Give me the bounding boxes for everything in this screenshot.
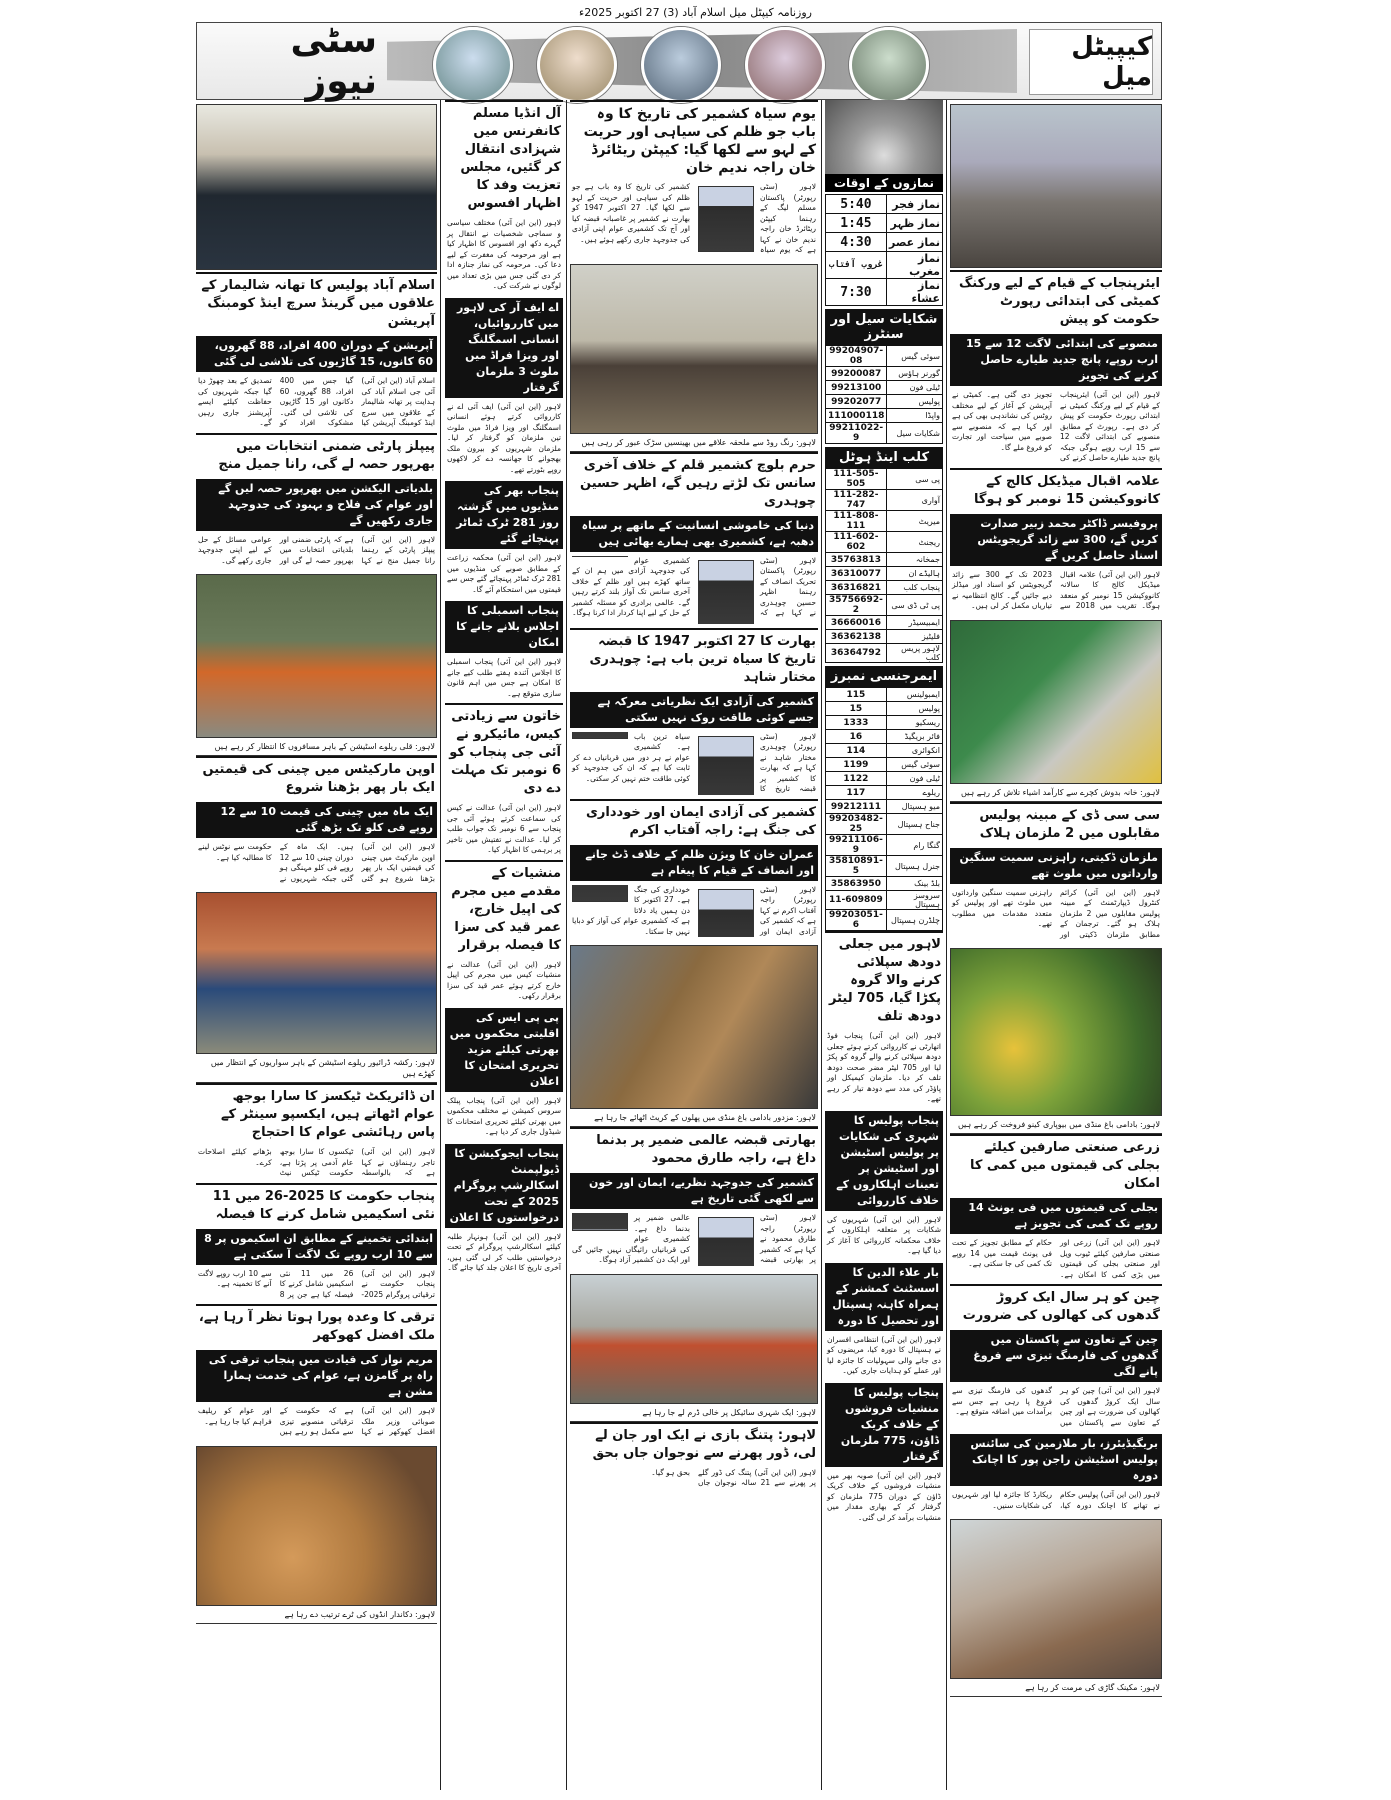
article-body: لاہور (این این آئی) ایف آئی اے نے کارروائی کرتے ہوئے انسانی اسمگلنگ اور ویزا فراڈ میں ملوث تین ملزمان کو گرفتار کر لیا۔ ملزمان شہریوں کو بیرون ملک بھجوانے کا جھانسہ دے کر لاکھوں روپے بٹورتے تھے۔ [447, 401, 561, 474]
directory-row [826, 835, 943, 856]
directory-row [826, 409, 943, 423]
article-body: لاہور (این این آئی) زرعی اور صنعتی صارفین کیلئے ٹیوب ویل اور صنعتی بجلی کی قیمتوں میں بڑی کمی کا امکان ہے۔ حکام کے مطابق تجویز کے تحت فی یونٹ قیمت میں 14 روپے تک کمی کی جا سکتی ہے۔ [952, 1238, 1160, 1279]
headline: پنجاب حکومت کا 2025-26 میں 11 نئی اسکیمیں شامل کرنے کا فیصلہ [196, 1183, 437, 1227]
photo-caption: لاہور: ایک شہری سائیکل پر خالی ڈرم لے جا رہا ہے [570, 1406, 818, 1422]
subheadline: پنجاب اسمبلی کا اجلاس بلانے جانے کا امکان [445, 601, 563, 653]
directory-number: 1122 [826, 772, 887, 786]
directory-row [826, 469, 943, 490]
prayer-time: 5:40 [826, 195, 887, 214]
directory-row [826, 423, 943, 444]
article-body: لاہور (این این آئی) پنجاب فوڈ اتھارٹی نے کارروائی کرتے ہوئے جعلی دودھ سپلائی کرنے والے گروہ کو پکڑ لیا اور 705 لیٹر مضر صحت دودھ تلف کر دیا۔ ملزمان کیمیکل اور پاؤڈر کی مدد سے دودھ تیار کر رہے تھے۔ [827, 1031, 941, 1103]
article-body: لاہور (این این آئی) چین کو ہر سال ایک کروڑ گدھوں کی کھالوں کی ضرورت ہے اور چین کے تعاون سے پاکستان میں گدھوں کی فارمنگ تیزی سے فروغ پا رہی ہے جس سے برآمدات میں اضافہ متوقع ہے۔ [952, 1386, 1160, 1427]
prayer-row [826, 252, 943, 279]
directory-row [826, 758, 943, 772]
article-body [570, 1211, 818, 1270]
subheadline: ابتدائی تخمینے کے مطابق ان اسکیموں پر 8 سے 10 ارب روپے تک لاگت آ سکتی ہے [196, 1229, 437, 1265]
masthead-photo [745, 27, 825, 103]
article-body: لاہور (این این آئی) پتنگ کی ڈور گلے پر پھرنے سے 21 سالہ نوجوان جاں بحق ہو گیا۔ [651, 1467, 816, 1488]
article-body: لاہور (این این آئی) اوپن مارکیٹ میں چینی کی قیمتیں ایک بار پھر بڑھنا شروع ہو گئی ہیں۔ ایک ماہ کے دوران چینی 10 سے 12 روپے فی کلو مہنگی ہو گئی جبکہ شہریوں نے حکومت سے نوٹس لینے کا مطالبہ کیا ہے۔ [198, 842, 435, 883]
directory-name: ریجنٹ [886, 532, 942, 553]
directory-name: چلڈرن ہسپتال [886, 910, 942, 931]
directory-row [826, 553, 943, 567]
directory-row [826, 532, 943, 553]
directory-name: جنرل ہسپتال [886, 856, 942, 877]
photo-waste-bins [950, 620, 1162, 784]
directory-number: 1333 [826, 716, 887, 730]
prayer-name: نماز فجر [886, 195, 942, 214]
directory-name: گنگا رام [886, 835, 942, 856]
article-body: لاہور (این این آئی) عدالت نے کیس کی سماعت کرتے ہوئے آئی جی پنجاب سے 6 نومبر تک جواب طلب کر لیا۔ عدالت نے تفتیش میں تاخیر پر برہمی کا اظہار کیا۔ [447, 803, 561, 854]
prayer-row [826, 195, 943, 214]
headline: ترقی کا وعدہ پورا ہوتا نظر آ رہا ہے، ملک افضل کھوکھر [196, 1304, 437, 1348]
photo-eggs [196, 1446, 437, 1606]
directory-number: 99200087 [826, 367, 887, 381]
prayer-row [826, 233, 943, 252]
prayer-title: نمازوں کے اوقات [825, 174, 943, 192]
clubs-title: کلب اینڈ ہوٹل [825, 447, 943, 468]
clubs-table [825, 468, 943, 663]
photo-labourer [570, 945, 818, 1109]
portrait-photo [698, 186, 754, 252]
headline: کشمیر کی آزادی ایمان اور خودداری کی جنگ ہے: راجہ آفتاب اکرم [570, 799, 818, 843]
directory-number: 35810891-5 [826, 856, 887, 877]
directory-row [826, 616, 943, 630]
photo-caption: لاہور: مکینک گاڑی کی مرمت کر رہا ہے [950, 1681, 1162, 1697]
photo-caption: لاہور: خانہ بدوش کچرے سے کارآمد اشیاء تلاش کر رہے ہیں [950, 786, 1162, 802]
article-body: لاہور (این این آئی) مختلف سیاسی و سماجی شخصیات نے انتقال پر گہرے دکھ اور افسوس کا اظہار کیا ہے اور مرحومہ کی مغفرت کے لیے دعا کی۔ مرحومہ کی نماز جنازہ ادا کر دی گئی جس میں بڑی تعداد میں لوگوں نے شرکت کی۔ [447, 218, 561, 290]
directory-name: ٹیلی فون [886, 772, 942, 786]
directory-name: پنجاب کلب [886, 581, 942, 595]
directory-number: 15 [826, 702, 887, 716]
emergency-title: ایمرجنسی نمبرز [825, 666, 943, 687]
prayer-row [826, 279, 943, 306]
directory-name: میریٹ [886, 511, 942, 532]
directory-number: 35756692-2 [826, 595, 887, 616]
directory-name: ہالیڈے ان [886, 567, 942, 581]
directory-name: سروسز ہسپتال [886, 891, 942, 910]
prayer-time: غروب آفتاب [826, 252, 887, 279]
directory-name: انکوائری [886, 744, 942, 758]
directory-name: واپڈا [887, 409, 943, 423]
subheadline: بلدیاتی الیکشن میں بھرپور حصہ لیں گے اور عوام کی فلاح و بہبود کی جدوجہد جاری رکھیں گے [196, 479, 437, 531]
subheadline: منصوبے کی ابتدائی لاگت 12 سے 15 ارب روپے، پانچ جدید طیارے حاصل کرنے کی تجویز [950, 334, 1162, 386]
subheadline: مریم نواز کی قیادت میں پنجاب ترقی کی راہ پر گامزن ہے، عوام کی خدمت ہمارا مشن ہے [196, 1350, 437, 1402]
masthead-photo [641, 27, 721, 103]
directory-row [826, 490, 943, 511]
directory-row [826, 730, 943, 744]
headline: حرم بلوچ کشمیر قلم کے خلاف آخری سانس تک لڑتے رہیں گے، اظہر حسین چوہدری [570, 452, 818, 514]
directory-name: پولیس [886, 702, 942, 716]
directory-row [826, 630, 943, 644]
headline: بھارتی قبضہ عالمی ضمیر پر بدنما داغ ہے، راجہ طارق محمود [570, 1127, 818, 1171]
headline: لاہور: پتنگ بازی نے ایک اور جان لے لی، ڈور پھرنے سے نوجوان جاں بحق [570, 1422, 818, 1466]
directory-name: سوئی گیس [887, 346, 943, 367]
directory-row [826, 744, 943, 758]
headline: زرعی صنعتی صارفین کیلئے بجلی کی قیمتوں میں کمی کا امکان [950, 1134, 1162, 1196]
article-body: لاہور (این این آئی) عدالت نے منشیات کیس میں مجرم کی اپیل خارج کرتے ہوئے عمر قید کی سزا برقرار رکھی۔ [447, 959, 561, 1000]
masthead-photo [537, 27, 617, 103]
directory-name: لاہور پریس کلب [886, 644, 942, 663]
directory-number: 111-602-602 [826, 532, 887, 553]
article-body [570, 180, 818, 260]
directory-name: پی ٹی ڈی سی [886, 595, 942, 616]
headline: خاتون سے زیادتی کیس، مائیکرو نے آئی جی پنجاب کو 6 نومبر تک مہلت دے دی [445, 703, 563, 801]
column-rule [821, 100, 822, 1790]
directory-row [826, 786, 943, 800]
subheadline: پنجاب ایجوکیشن کا ڈیولپمنٹ اسکالرشپ پروگرام 2025 کے تحت درخواستوں کا اعلان [445, 1144, 563, 1228]
photo-caption: لاہور: مزدور بادامی باغ منڈی میں پھلوں کے کریٹ اٹھائے جا رہا ہے [570, 1111, 818, 1127]
directory-row [826, 800, 943, 814]
article-body [570, 883, 818, 942]
directory-number: 16 [826, 730, 887, 744]
subheadline: اے ایف آر کی لاہور میں کارروائیاں، انسانی اسمگلنگ اور ویزا فراڈ میں ملوث 3 ملزمان گرفتار [445, 298, 563, 398]
prayer-time: 1:45 [826, 214, 887, 233]
directory-number: 99204907-08 [826, 346, 887, 367]
prayer-times-table [825, 194, 943, 306]
directory-number: 99211022-9 [826, 423, 887, 444]
subheadline: ایک ماہ میں چینی کی قیمت 10 سے 12 روپے فی کلو تک بڑھ گئی [196, 802, 437, 838]
column-rule [946, 100, 947, 1790]
photo-caption: لاہور: رنگ روڈ سے ملحقہ علاقے میں بھینسیں سڑک عبور کر رہی ہیں [570, 436, 818, 452]
article-text: لاہور (سٹی رپورٹر) پاکستان مسلم لیگ کے رہنما کیپٹن ریٹائرڈ خان راجہ ندیم خان نے کہا ہے کہ یوم سیاہ کشمیر کی تاریخ کا وہ باب ہے جو ظلم کی سیاہی اور حریت کے لہو سے لکھا گیا۔ 27 اکتوبر 1947 کو بھارت نے کشمیر پر غاصبانہ قبضہ کیا اور آج تک کشمیری عوام اپنی آزادی کی جدوجہد جاری رکھے ہوئے ہیں۔ [572, 182, 816, 254]
article-body [570, 554, 818, 628]
prayer-name: نماز عصر [886, 233, 942, 252]
directory-name: ایمبولینس [886, 688, 942, 702]
photo-caption: لاہور: بادامی باغ منڈی میں بیوپاری کینو فروخت کر رہے ہیں [950, 1118, 1162, 1134]
article-body: لاہور (این این آئی) پنجاب اسمبلی کا اجلاس آئندہ ہفتے طلب کیے جانے کا امکان ہے جس میں اہم قانون سازی متوقع ہے۔ [447, 657, 561, 698]
headline: لاہور میں جعلی دودھ سپلائی کرنے والا گروہ پکڑا گیا، 705 لیٹر دودھ تلف [825, 931, 943, 1029]
directory-name: آواری [886, 490, 942, 511]
headline: اسلام آباد پولیس کا تھانہ شالیمار کے علاقوں میں گرینڈ سرچ اینڈ کومبنگ آپریشن [196, 272, 437, 334]
directory-row [826, 567, 943, 581]
article-body: لاہور (این این آئی) انتظامی افسران نے ہسپتال کا دورہ کیا، مریضوں کو دی جانے والی سہولیات کا جائزہ لیا اور عملے کو ہدایات جاری کیں۔ [827, 1334, 941, 1375]
article-body: لاہور (این این آئی) کرائم کنٹرول ڈیپارٹمنٹ کے مبینہ پولیس مقابلوں میں 2 ملزمان ہلاک ہو گئے۔ ترجمان کے مطابق ملزمان ڈکیتی اور راہزنی سمیت سنگین وارداتوں میں ملوث تھے اور پولیس کو متعدد مقدمات میں مطلوب تھے۔ [952, 887, 1161, 939]
directory-row [826, 716, 943, 730]
column-rule [440, 100, 441, 1790]
photo-police [196, 104, 437, 270]
directory-name: جمخانہ [886, 553, 942, 567]
directory-row [826, 395, 943, 409]
directory-name: ٹیلی فون [887, 381, 943, 395]
directory-name: پی سی [886, 469, 942, 490]
directory-number: 36310077 [826, 567, 887, 581]
headline: منشیات کے مقدمے میں مجرم کی اپیل خارج، عمر قید کی سزا کا فیصلہ برقرار [445, 860, 563, 958]
subheadline: ملزمان ڈکیتی، راہزنی سمیت سنگین وارداتوں میں ملوث تھے [950, 848, 1162, 884]
article-body: اسلام آباد (این این آئی) آئی جی اسلام آباد کی ہدایت پر تھانہ شالیمار کے علاقوں میں سرچ اینڈ کومبنگ آپریشن کیا گیا جس میں 400 افراد، 88 گھروں، 60 دکانوں اور 15 گاڑیوں کی تلاشی لی گئی۔ مشکوک افراد کو تصدیق کے بعد چھوڑ دیا گیا جبکہ شہریوں کی حفاظت کیلئے ایسے آپریشنز جاری رہیں گے۔ [198, 376, 435, 427]
subheadline: دنیا کی خاموشی انسانیت کے ماتھے پر سیاہ دھبہ ہے، کشمیری بھی ہمارے بھائی ہیں [570, 516, 818, 552]
directory-name: فلیٹیز [886, 630, 942, 644]
subheadline: کشمیر کی جدوجہد نظریے، ایمان اور خون سے لکھی گئی تاریخ ہے [570, 1173, 818, 1209]
directory-number: 35763813 [826, 553, 887, 567]
subheadline: چین کے تعاون سے پاکستان میں گدھوں کی فارمنگ تیزی سے فروغ پانے لگی [950, 1330, 1162, 1382]
directory-row [826, 511, 943, 532]
prayer-name: نماز عشاء [886, 279, 942, 306]
photo-caption: لاہور: دکاندار انڈوں کی ٹرے ترتیب دے رہا ہے [196, 1608, 437, 1624]
directory-row [826, 910, 943, 931]
masthead-logo: کیپیٹل میل [1029, 29, 1153, 95]
column-right [950, 100, 1162, 1790]
directory-number: 111-808-111 [826, 511, 887, 532]
headline: ایئرپنجاب کے قیام کے لیے ورکنگ کمیٹی کی ابتدائی رپورٹ حکومت کو پیش [950, 270, 1162, 332]
subheadline: پروفیسر ڈاکٹر محمد زبیر صدارت کریں گے، 300 سے زائد گریجویٹس اسناد حاصل کریں گے [950, 514, 1162, 566]
photo-porters [196, 574, 437, 738]
photo-street [950, 104, 1162, 268]
column-rule [566, 100, 567, 1790]
article-body: لاہور (این این آئی) محکمہ زراعت کے مطابق صوبے کی منڈیوں میں 281 ٹرک ٹماٹر پہنچائے گئے جس سے قیمتوں میں استحکام آئے گا۔ [447, 553, 561, 594]
directory-row [826, 581, 943, 595]
subheadline: پنجاب پولیس کا منشیات فروشوں کے خلاف کریک ڈاؤن، 775 ملزمان گرفتار [825, 1383, 943, 1467]
column-directory [825, 100, 943, 1790]
article-body: لاہور (این این آئی) پولیس حکام نے تھانے کا اچانک دورہ کیا، ریکارڈ کا جائزہ لیا اور شہریوں کی شکایات سنیں۔ [952, 1490, 1160, 1510]
article-body [570, 730, 818, 799]
directory-name: ریلوے [886, 786, 942, 800]
directory-row [826, 772, 943, 786]
prayer-row [826, 214, 943, 233]
photo-caption: لاہور: رکشہ ڈرائیور ریلوے اسٹیشن کے باہر سواریوں کے انتظار میں کھڑے ہیں [196, 1056, 437, 1083]
directory-number: 115 [826, 688, 887, 702]
directory-name: جناح ہسپتال [886, 814, 942, 835]
article-text: لاہور (سٹی رپورٹر) راجہ طارق محمود نے کہا ہے کہ کشمیر پر بھارتی قبضہ عالمی ضمیر پر بدنما داغ ہے۔ کشمیری عوام کی قربانیاں رائیگاں نہیں جائیں گی اور ایک دن کشمیر آزاد ہوگا۔ [572, 1213, 816, 1265]
article-body: لاہور (این این آئی) پیپلز پارٹی کے رہنما رانا جمیل منج نے کہا ہے کہ پارٹی ضمنی اور بلدیاتی انتخابات میں بھرپور حصہ لے گی اور عوامی مسائل کے حل کے لیے اپنی جدوجہد جاری رکھے گی۔ [198, 534, 435, 565]
directory-number: 111-505-505 [826, 469, 887, 490]
directory-number: 99213100 [826, 381, 887, 395]
subheadline: بریگیڈیئرز، بار ملازمین کی سائنس پولیس اسٹیشن راجن پور کا اچانک دورہ [950, 1434, 1162, 1486]
directory-number: 99203051-6 [826, 910, 887, 931]
directory-name: بلڈ بینک [886, 877, 942, 891]
directory-number: 99203482-25 [826, 814, 887, 835]
directory-number: 11-609809 [826, 891, 887, 910]
article-body: لاہور (این این آئی) تاجر رہنماؤں نے کہا ہے کہ بالواسطہ ٹیکسوں کا سارا بوجھ عام آدمی پر پڑتا ہے، حکومت ٹیکس نیٹ بڑھانے کیلئے اصلاحات کرے۔ [198, 1147, 435, 1177]
masthead-photo [433, 27, 513, 103]
headline: اوپن مارکیٹس میں چینی کی قیمتیں ایک بار پھر بڑھنا شروع [196, 756, 437, 800]
article-text: لاہور (سٹی رپورٹر) پاکستان تحریک انصاف کے رہنما اظہر حسین چوہدری نے کہا ہے کہ کشمیری عوام کی جدوجہد آزادی میں ہم ان کے ساتھ کھڑے ہیں اور ظلم کے خلاف آخری سانس تک آواز بلند کرتے رہیں گے۔ عالمی برادری کو مسئلہ کشمیر کے حل کے لیے اپنا کردار ادا کرنا ہوگا۔ [572, 555, 816, 617]
directory-name: شکایات سیل [887, 423, 943, 444]
directory-number: 36362138 [826, 630, 887, 644]
article-body: لاہور (این این آئی) شہریوں کی شکایات پر متعلقہ اہلکاروں کے خلاف محکمانہ کارروائی کا آغاز کر دیا گیا ہے۔ [827, 1214, 941, 1255]
masthead-photo [849, 27, 929, 103]
headline: سی سی ڈی کے مبینہ پولیس مقابلوں میں 2 ملزمان ہلاک [950, 802, 1162, 846]
section-title: سٹی نیوز [290, 20, 377, 102]
directory-number: 1199 [826, 758, 887, 772]
subheadline: پی پی ایس کی اقلیتی محکموں میں بھرتی کیلئے مزید تحریری امتحان کا اعلان [445, 1008, 563, 1092]
headline: یوم سیاہ کشمیر کی تاریخ کا وہ باب جو ظلم کی سیاہی اور حریت کے لہو سے لکھا گیا: کیپٹن ریٹائرڈ خان راجہ ندیم خان [570, 100, 818, 180]
directory-number: 35863950 [826, 877, 887, 891]
directory-name: گورنر ہاؤس [887, 367, 943, 381]
directory-row [826, 595, 943, 616]
headline: بھارت کا 27 اکتوبر 1947 کا قبضہ تاریخ کا سیاہ ترین باب ہے: چوہدری مختار شاہد [570, 628, 818, 690]
directory-row [826, 891, 943, 910]
directory-row [826, 688, 943, 702]
masthead [196, 22, 1162, 100]
photo-fruit-market [950, 948, 1162, 1116]
directory-row [826, 367, 943, 381]
photo-mechanic [950, 1519, 1162, 1679]
subheadline: عمران خان کا ویژن ظلم کے خلاف ڈٹ جانے اور انصاف کے قیام کا پیغام ہے [570, 845, 818, 881]
article-body: لاہور (این این آئی) ایئرپنجاب کے قیام کے لیے ورکنگ کمیٹی نے ابتدائی رپورٹ حکومت کو پیش کر دی ہے۔ رپورٹ کے مطابق منصوبے کی ابتدائی لاگت 12 سے 15 ارب روپے ہوگی جبکہ پانچ جدید طیارے حاصل کرنے کی تجویز دی گئی ہے۔ کمیٹی نے آپریشن کے آغاز کے لیے مختلف روٹس کی نشاندہی بھی کی ہے اور کہا ہے کہ منصوبے سے صوبے میں سیاحت اور تجارت کو فروغ ملے گا۔ [952, 390, 1160, 462]
headline: آل انڈیا مسلم کانفرنس میں شہزادی انتقال کر گئیں، مجلس تعزیت وفد کا اظہار افسوس [445, 100, 563, 216]
directory-number: 117 [826, 786, 887, 800]
complaints-title: شکایات سیل اور سنٹرز [825, 309, 943, 345]
directory-number: 36660016 [826, 616, 887, 630]
directory-row [826, 644, 943, 663]
article-body: لاہور (این این آئی) علامہ اقبال میڈیکل کالج کا سالانہ کانووکیشن 15 نومبر کو منعقد ہوگا۔ تقریب میں 2018 سے 2023 تک کے 300 سے زائد گریجویٹس کو اسناد اور میڈلز دیے جائیں گے۔ کالج انتظامیہ نے تیاریاں مکمل کر لی ہیں۔ [952, 569, 1161, 610]
directory-number: 99211106-9 [826, 835, 887, 856]
subheadline: بجلی کی قیمتوں میں فی یونٹ 14 روپے تک کمی کی تجویز ہے [950, 1198, 1162, 1234]
article-text: لاہور (سٹی رپورٹر) راجہ آفتاب اکرم نے کہا ہے کہ کشمیر کی آزادی ایمان اور خودداری کی جنگ ہے۔ 27 اکتوبر کا دن ہمیں یاد دلاتا ہے کہ کشمیری عوام کی آواز کو دبایا نہیں جا سکتا۔ [572, 884, 816, 936]
headline: ان ڈائریکٹ ٹیکسز کا سارا بوجھ عوام اٹھاتے ہیں، ایکسپو سینٹر کے پاس رہائشی عوام کا احتجاج [196, 1083, 437, 1145]
directory-number: 114 [826, 744, 887, 758]
directory-row [826, 381, 943, 395]
column-narrow [445, 100, 563, 1790]
photo-buffaloes [570, 264, 818, 434]
photo-caption: لاہور: قلی ریلوے اسٹیشن کے باہر مسافروں کا انتظار کر رہے ہیں [196, 740, 437, 756]
directory-name: سوئی گیس [886, 758, 942, 772]
prayer-name: نماز مغرب [886, 252, 942, 279]
directory-name: فائر بریگیڈ [886, 730, 942, 744]
directory-number: 36316821 [826, 581, 887, 595]
article-body: لاہور (این این آئی) صوبہ بھر میں منشیات فروشوں کے خلاف کریک ڈاؤن کے دوران 775 ملزمان کو گرفتار کر کے بھاری مقدار میں منشیات برآمد کر لی گئی۔ [827, 1470, 941, 1522]
complaints-table [825, 345, 943, 444]
column-left [196, 100, 437, 1790]
directory-row [826, 856, 943, 877]
mosque-image [825, 100, 943, 192]
article-text: لاہور (سٹی رپورٹر) چوہدری مختار شاہد نے کہا ہے کہ بھارت کا کشمیر پر قبضہ تاریخ کا سیاہ ترین باب ہے۔ کشمیری عوام نے ہر دور میں قربانیاں دے کر ثابت کیا ہے کہ ان کی جدوجہد کو کوئی طاقت ختم نہیں کر سکتی۔ [572, 731, 816, 794]
directory-number: 36364792 [826, 644, 887, 663]
directory-row [826, 814, 943, 835]
photo-rickshaws [196, 892, 437, 1054]
article-body: لاہور (این این آئی) پنجاب حکومت نے ترقیاتی پروگرام 2025-26 میں 11 نئی اسکیمیں شامل کرنے کا فیصلہ کیا ہے جن پر 8 سے 10 ارب روپے لاگت آنے کا تخمینہ ہے۔ [198, 1268, 435, 1299]
directory-row [826, 702, 943, 716]
headline: علامہ اقبال میڈیکل کالج کے کانووکیشن 15 نومبر کو ہوگا [950, 468, 1162, 512]
directory-name: پولیس [887, 395, 943, 409]
headline: چین کو ہر سال ایک کروڑ گدھوں کی کھالوں کی ضرورت [950, 1284, 1162, 1328]
directory-number: 111000118 [826, 409, 887, 423]
directory-name: ایمبیسیڈر [886, 616, 942, 630]
directory-row [826, 877, 943, 891]
emergency-table [825, 687, 943, 931]
directory-number: 111-282-747 [826, 490, 887, 511]
subheadline: بار علاء الدین کا اسسٹنٹ کمشنر کے ہمراہ کاہنہ ہسپتال اور تحصیل کا دورہ [825, 1263, 943, 1331]
article-body: لاہور (این این آئی) ہونہار طلبہ کیلئے اسکالرشپ پروگرام کے تحت درخواستیں طلب کر لی گئی ہیں، آخری تاریخ کا اعلان جلد کیا جائے گا۔ [447, 1231, 561, 1272]
subheadline: آپریشن کے دوران 400 افراد، 88 گھروں، 60 کانوں، 15 گاڑیوں کی تلاشی لی گئی [196, 336, 437, 372]
article-body: لاہور (این این آئی) پنجاب پبلک سروس کمیشن نے مختلف محکموں میں بھرتی کیلئے تحریری امتحانات کا شیڈول جاری کر دیا ہے۔ [447, 1095, 561, 1136]
directory-number: 99202077 [826, 395, 887, 409]
column-center [570, 100, 818, 1790]
prayer-time: 4:30 [826, 233, 887, 252]
article-body: لاہور (این این آئی) صوبائی وزیر ملک افضل کھوکھر نے کہا ہے کہ حکومت کے ترقیاتی منصوبے تیزی سے مکمل ہو رہے ہیں اور عوام کو ریلیف فراہم کیا جا رہا ہے۔ [198, 1406, 435, 1436]
directory-name: ریسکیو [886, 716, 942, 730]
directory-number: 99212111 [826, 800, 887, 814]
subheadline: کشمیر کی آزادی ایک نظریاتی معرکہ ہے جسے کوئی طاقت روک نہیں سکتی [570, 692, 818, 728]
photo-cyclist [570, 1274, 818, 1404]
subheadline: پنجاب پولیس کا شہری کی شکایات پر پولیس اسٹیشن اور اسٹیشن پر تعینات اہلکاروں کے خلاف کارروائی [825, 1111, 943, 1211]
headline: پیپلز پارٹی ضمنی انتخابات میں بھرپور حصہ لے گی، رانا جمیل منج [196, 433, 437, 477]
prayer-name: نماز ظہر [886, 214, 942, 233]
dateline: روزنامہ کیپٹل میل اسلام آباد (3) 27 اکتوبر 2025ء [579, 6, 812, 19]
directory-row [826, 346, 943, 367]
subheadline: پنجاب بھر کی منڈیوں میں گزشتہ روز 281 ٹرک ٹماٹر پہنچائے گئے [445, 481, 563, 549]
prayer-time: 7:30 [826, 279, 887, 306]
directory-name: میو ہسپتال [886, 800, 942, 814]
